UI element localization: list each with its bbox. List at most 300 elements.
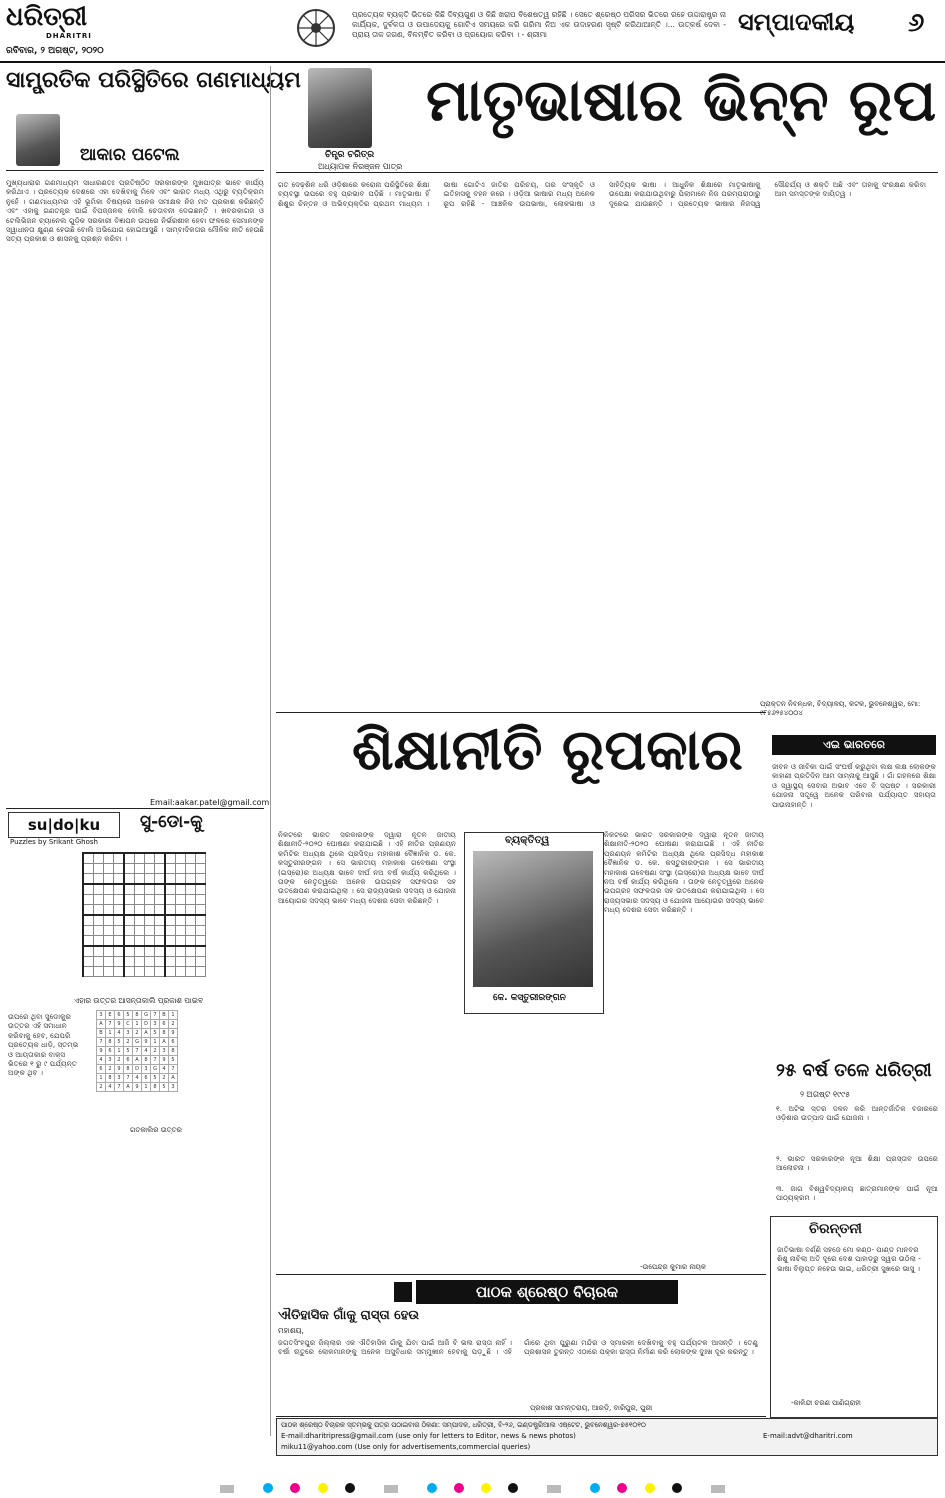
sudoku-answer-cell: 8 [142, 1056, 151, 1065]
sudoku-cell[interactable] [176, 895, 186, 905]
sudoku-cell[interactable] [83, 895, 94, 905]
sudoku-answer-cell: 5 [124, 1047, 133, 1056]
chirantani-author: -କାଳିନ୍ଦୀ ଚରଣ ପାଣିଗ୍ରାହୀ [791, 1399, 861, 1407]
sudoku-grid[interactable] [82, 852, 206, 977]
sudoku-answer-cell: 8 [133, 1011, 142, 1020]
sudoku-cell[interactable] [114, 905, 125, 916]
black-dot [508, 1483, 518, 1493]
sudoku-answer-cell: 8 [151, 1083, 160, 1092]
sudoku-cell[interactable] [145, 884, 155, 895]
author-photo [16, 114, 60, 166]
sudoku-answer-cell: 4 [133, 1074, 142, 1083]
cyan-dot [263, 1483, 273, 1493]
sudoku-answer-cell: 9 [142, 1038, 151, 1047]
reader-letter-body: ଜଗତସିଂହପୁର ଜିଲ୍ଲାର ଏକ ଐତିହାସିକ ଗାଁକୁ ଯିବା ପାଇଁ ଆଜି ବି ଭଲ ରାସ୍ତା ନାହିଁ । ବର୍ଷା ଋତୁରେ ଲୋକମାନଙ୍କୁ ଅନେକ ଅସୁବିଧାର ସମ୍ମୁଖୀନ ହେବାକୁ ପଡ଼ୁଛି । ଏହି ଗାଁରେ ଥିବା ପୁରୁଣା ମନ୍ଦିର ଓ ସ୍ମାରକୀ ଦେଖିବାକୁ ବହୁ ପର୍ଯ୍ୟଟକ ଆସନ୍ତି । ତେଣୁ ପ୍ରଶାସନ ତୁରନ୍ତ ଏଠାରେ ପକ୍କା ରାସ୍ତା ନିର୍ମାଣ କରି ଲୋକଙ୍କ ଦୁଃଖ ଦୂର କରନ୍ତୁ । [278, 1338, 758, 1357]
sudoku-answer-cell: 1 [133, 1020, 142, 1029]
divider [6, 170, 264, 171]
sudoku-cell[interactable] [176, 915, 186, 926]
column-left-author: ଆକାର ପଟେଲ [80, 145, 180, 165]
sudoku-answer-cell: 4 [142, 1047, 151, 1056]
divider [276, 712, 766, 713]
sudoku-answer-cell: 2 [133, 1029, 142, 1038]
sudoku-cell[interactable] [135, 957, 145, 967]
sudoku-answer-cell: 8 [124, 1065, 133, 1074]
second-article-body-1: ନିକଟରେ ଭାରତ ସରକାରଙ୍କ ଦ୍ୱାରା ନୂତନ ଜାତୀୟ ଶିକ୍ଷାନୀତି-୨୦୨୦ ଘୋଷଣା କରାଯାଇଛି । ଏହି ନୀତିର ପ୍ରଣୟନ କମିଟିର ଅଧ୍ୟକ୍ଷ ଥିଲେ ପ୍ରସିଦ୍ଧ ମହାକାଶ ବୈଜ୍ଞାନିକ ଡ. କେ. କସ୍ତୁରୀରଙ୍ଗନ । ସେ ଭାରତୀୟ ମହାକାଶ ଗବେଷଣା ସଂସ୍ଥା (ଇସ୍ରୋ)ର ଅଧ୍ୟକ୍ଷ ଭାବେ ଦୀର୍ଘ ନଅ ବର୍ଷ କାର୍ଯ୍ୟ କରିଥିଲେ । ତାଙ୍କ ନେତୃତ୍ୱରେ ଅନେକ ଉପଗ୍ରହ ସଫଳତାର ସହ ଉତକ୍ଷେପଣ କରାଯାଇଥିଲା । ସେ ରାଜ୍ୟସଭାର ସଦସ୍ୟ ଓ ଯୋଜନା ଆୟୋଗର ସଦସ୍ୟ ଭାବେ ମଧ୍ୟ ଦେଶର ସେବା କରିଛନ୍ତି । [278, 830, 456, 905]
sudoku-cell[interactable] [165, 895, 176, 905]
sudoku-cell[interactable] [186, 967, 196, 977]
main-author-photo [308, 68, 372, 148]
sudoku-cell[interactable] [104, 926, 114, 936]
main-article-signature: ପ୍ରାକ୍ତନ ନିବନ୍ଧକ, ବିଦ୍ୟାଳୟ, କଟକ, ଭୁବନେଶ୍ୱର, ମୋ: ୯୮୫୬୨୫୪୦୦୪ [760, 700, 921, 717]
sudoku-cell[interactable] [114, 936, 125, 947]
sudoku-cell[interactable] [176, 936, 186, 947]
years-ago-item: ୩. ଜାଗ ବିଶ୍ୱବିଦ୍ୟାଳୟ ଛାତ୍ରମାନଙ୍କ ପାଇଁ ନୂଆ ପାଠ୍ୟକ୍ରମ । [776, 1184, 938, 1203]
sudoku-cell[interactable] [83, 874, 94, 885]
sudoku-answer-cell: 9 [169, 1029, 178, 1038]
sudoku-cell[interactable] [196, 884, 206, 895]
sudoku-cell[interactable] [196, 874, 206, 885]
logo-sub: DHARITRI [46, 32, 92, 40]
sudoku-cell[interactable] [135, 874, 145, 885]
sudoku-answer-note: ଉପରେ ଥିବା ସୁଡୋକୁର ଉତ୍ତର ଏହି ସମାଧାନ କରିବାକୁ ହେବ, ଯେପରି ପ୍ରତ୍ୟେକ ଧାଡ଼ି, ସ୍ତମ୍ଭ ଓ ଆୟତାକାର ବାକ୍ସ ଭିତରେ ୧ ରୁ ୯ ପର୍ଯ୍ୟନ୍ତ ଅଙ୍କ ଥିବ । [8, 1012, 79, 1078]
sudoku-cell[interactable] [145, 864, 155, 874]
magenta-dot [454, 1483, 464, 1493]
sudoku-cell[interactable] [165, 853, 176, 864]
divider [276, 172, 938, 173]
sudoku-cell[interactable] [135, 967, 145, 977]
sudoku-cell[interactable] [135, 905, 145, 916]
sudoku-cell[interactable] [94, 957, 104, 967]
sudoku-cell[interactable] [196, 853, 206, 864]
sudoku-cell[interactable] [186, 884, 196, 895]
sudoku-answer-cell: 1 [142, 1083, 151, 1092]
sudoku-cell[interactable] [114, 926, 125, 936]
sudoku-answer-cell: 2 [169, 1020, 178, 1029]
sudoku-cell[interactable] [196, 926, 206, 936]
sudoku-answer-cell: 5 [160, 1083, 169, 1092]
sudoku-cell[interactable] [196, 946, 206, 957]
sudoku-cell[interactable] [145, 967, 155, 977]
sudoku-cell[interactable] [145, 946, 155, 957]
page-number: ୬ [908, 8, 925, 38]
sudoku-answer-caption: ଗତକାଲିର ଉତ୍ତର [130, 1126, 182, 1134]
sudoku-cell[interactable] [83, 957, 94, 967]
sudoku-answer-cell: 7 [133, 1047, 142, 1056]
sudoku-answer-cell: C [124, 1020, 133, 1029]
sudoku-cell[interactable] [83, 853, 94, 864]
sudoku-answer-cell: 3 [169, 1083, 178, 1092]
sudoku-answer-cell: G [142, 1011, 151, 1020]
sudoku-answer-cell: 8 [106, 1074, 115, 1083]
sudoku-cell[interactable] [155, 946, 166, 957]
sudoku-cell[interactable] [165, 936, 176, 947]
person-photo [473, 851, 593, 987]
cyan-dot [427, 1483, 437, 1493]
sudoku-cell[interactable] [124, 905, 135, 916]
sudoku-answer-cell: 9 [115, 1065, 124, 1074]
sudoku-cell[interactable] [124, 874, 135, 885]
divider [270, 66, 271, 1436]
footer-contact [276, 1418, 938, 1456]
sudoku-answer-cell: 3 [151, 1020, 160, 1029]
sudoku-cell[interactable] [124, 853, 135, 864]
years-ago-item: ୧. ଅଟିଭ ସ୍ତର ଦଳନ କରି ଆନ୍ତର୍ଜାତିକ ବଜାରରେ ଓଡ଼ିଶାର ଉତ୍ପାଦ ପାଇଁ ଯୋଜନା । [776, 1104, 938, 1123]
sudoku-answer-grid [96, 1010, 178, 1092]
sudoku-cell[interactable] [83, 905, 94, 916]
sudoku-answer-cell: A [97, 1020, 106, 1029]
footer-email-ads[interactable]: E-mail:advt@dharitri.com [763, 1432, 853, 1440]
sidebar-today-body: ଜୀବନ ଓ ଜୀବିକା ପାଇଁ ସଂଘର୍ଷ କରୁଥିବା ଲକ୍ଷ ଲକ୍ଷ ଲୋକଙ୍କ କାହାଣୀ ପ୍ରତିଦିନ ଆମ ସାମ୍ନାକୁ ଆସୁଛି । ଗାଁ ଗହଳରେ ଶିକ୍ଷା ଓ ସ୍ୱାସ୍ଥ୍ୟ ସେବାର ଅଭାବ ଏବେ ବି ସ୍ପଷ୍ଟ । ସରକାରୀ ଯୋଜନା ସତ୍ତ୍ୱେ ଅନେକ ପରିବାର ପର୍ଯ୍ୟାପ୍ତ ସହାୟତା ପାଉନାହାନ୍ତି । [772, 762, 936, 809]
yellow-dot [318, 1483, 328, 1493]
footer-email-other[interactable]: miku11@yahoo.com (Use only for advertisements,commercial queries) [281, 1443, 531, 1451]
sudoku-cell[interactable] [124, 864, 135, 874]
sudoku-cell[interactable] [176, 853, 186, 864]
sudoku-cell[interactable] [104, 957, 114, 967]
reader-letter-title: ଐତିହାସିକ ଗାଁକୁ ରାସ୍ତା ହେଉ [278, 1308, 420, 1323]
sudoku-cell[interactable] [176, 967, 186, 977]
sudoku-cell[interactable] [155, 895, 166, 905]
sudoku-cell[interactable] [94, 905, 104, 916]
sudoku-answer-cell: A [169, 1074, 178, 1083]
sudoku-cell[interactable] [114, 915, 125, 926]
divider [0, 61, 945, 63]
sudoku-cell[interactable] [155, 957, 166, 967]
sudoku-cell[interactable] [155, 853, 166, 864]
main-article-body: ଗତ ଦେଢ଼ଶିନ ଧରି ଓଡ଼ିଶାରେ କରୋନା ପରିସ୍ଥିତିରେ ଶିକ୍ଷା ବ୍ୟବସ୍ଥା ଉପରେ ବହୁ ପ୍ରଭାବ ପଡ଼ିଛି । ମାତୃଭାଷା ହିଁ ଶିଶୁର ଚିନ୍ତନ ଓ ଅଭିବ୍ୟକ୍ତିର ପ୍ରଥମ ମାଧ୍ୟମ । ଭାଷା ଗୋଟିଏ ଜାତିର ପରିଚୟ, ତାର ସଂସ୍କୃତି ଓ ଇତିହାସକୁ ବହନ କରେ । ଓଡ଼ିଆ ଭାଷାର ମଧ୍ୟ ଅନେକ ରୂପ ରହିଛି - ଆଞ୍ଚଳିକ ଉପଭାଷା, ଲୋକଭାଷା ଓ ସାହିତ୍ୟିକ ଭାଷା । ଆଧୁନିକ ଶିକ୍ଷାରେ ମାତୃଭାଷାକୁ ଉପେକ୍ଷା କରାଯାଉଥିବାରୁ ପିଲାମାନେ ନିଜ ପରମ୍ପରାଠାରୁ ଦୂରେଇ ଯାଉଛନ୍ତି । ପ୍ରତ୍ୟେକ ଭାଷାର ନିଜସ୍ୱ ସୌନ୍ଦର୍ଯ୍ୟ ଓ ଶକ୍ତି ଅଛି ଏବଂ ତାହାକୁ ସଂରକ୍ଷଣ କରିବା ଆମ ସମସ୍ତଙ୍କ ଦାୟିତ୍ୱ । [278, 180, 926, 208]
sudoku-answer-cell: 3 [160, 1047, 169, 1056]
chirantani-body: ଜାତିଭାଷା ବର୍ଣ୍ଣି ସହଜେ ମୋ କଣ୍ଠ- ପାଣ୍ଡ ମାନବର ଶିଶୁ ନାଚିଲା ଅତି ଦୂରେ ଦେଶ ପାହାଡ଼ରୁ ସ୍ୱର ଉଠିଲା - ଭାଷା ବିଲୁପ୍ତ ନହେଉ ଭାଇ, ଧରିତ୍ରୀ ସୁଖରେ ଭାସୁ । [777, 1245, 921, 1273]
sudoku-cell[interactable] [94, 936, 104, 947]
sudoku-cell[interactable] [186, 905, 196, 916]
cyan-dot [590, 1483, 600, 1493]
sudoku-answer-cell: 4 [115, 1029, 124, 1038]
sudoku-cell[interactable] [186, 864, 196, 874]
sudoku-cell[interactable] [94, 915, 104, 926]
chirantani-box [770, 1216, 938, 1418]
sudoku-answer-cell: 6 [115, 1011, 124, 1020]
sudoku-cell[interactable] [94, 946, 104, 957]
sudoku-answer-cell: 6 [124, 1056, 133, 1065]
sudoku-cell[interactable] [176, 874, 186, 885]
sudoku-cell[interactable] [165, 967, 176, 977]
sudoku-answer-cell: 2 [124, 1038, 133, 1047]
sudoku-cell[interactable] [196, 864, 206, 874]
column-left-body: ମୁଖ୍ୟଧାରାର ଗଣମାଧ୍ୟମ ସାଧାରଣତଃ ପ୍ରତିଷ୍ଠିତ ସରକାରଙ୍କ ମୁଖପାତ୍ର ଭାବେ କାର୍ଯ୍ୟ କରିଥାଏ । ପ୍ରତ୍ୟେକ ଦେଶରେ ଏହା ଦେଖିବାକୁ ମିଳେ ଏବଂ ଭାରତ ମଧ୍ୟ ଏଥିରୁ ବ୍ୟତିକ୍ରମ ନୁହେଁ । ଗଣମାଧ୍ୟମର ଏହି ଭୂମିକା ବିଷୟରେ ଅନେକ ସମୀକ୍ଷକ ନିଜ ମତ ପ୍ରକାଶ କରିଛନ୍ତି ଏବଂ ଏହାକୁ ଗଣତନ୍ତ୍ର ପାଇଁ ବିପଜ୍ଜନକ ବୋଲି ଚେତାବନୀ ଦେଇଛନ୍ତି । ଖବରକାଗଜ ଓ ଟେଲିଭିଜନ ଚ୍ୟାନେଲ ଗୁଡ଼ିକ ସରକାରୀ ବିଜ୍ଞାପନ ଉପରେ ନିର୍ଭରଶୀଳ ହେବା ଫଳରେ ସେମାନଙ୍କ ସ୍ୱାଧୀନତା କ୍ଷୁଣ୍ଣ ହେଉଛି ବୋଲି ଅଭିଯୋଗ ହୋଇଆସୁଛି । ସାମ୍ବାଦିକତାର ମୌଳିକ ନୀତି ହେଉଛି ସତ୍ୟ ପ୍ରକାଶ ଓ ଶାସନକୁ ପ୍ରଶ୍ନ କରିବା । [6, 178, 264, 244]
sudoku-cell[interactable] [186, 946, 196, 957]
sudoku-cell[interactable] [165, 946, 176, 957]
sudoku-cell[interactable] [196, 967, 206, 977]
reader-letter-sender: ପ୍ରକାଶ ସାମନ୍ତରାୟ, ଆରଡ଼ି, ବାରିପୁର, ପୁରୀ [530, 1404, 653, 1412]
sudoku-cell[interactable] [176, 946, 186, 957]
sudoku-answer-cell: 6 [97, 1065, 106, 1074]
years-ago-date: ୨ ଅଗଷ୍ଟ ୧୯୯୫ [800, 1090, 851, 1099]
sudoku-answer-cell: 4 [97, 1056, 106, 1065]
sudoku-answer-cell: 4 [106, 1083, 115, 1092]
sudoku-cell[interactable] [135, 936, 145, 947]
footer-contact-odia: ପାଠକ ଶ୍ରେଷ୍ଠ ବିଚାରକ ସ୍ତମ୍ଭକୁ ପତ୍ର ପଠାଇବାର ଠିକଣା: ସମ୍ପାଦକ, ଧରିତ୍ରୀ, ବି-୨୬, ଇଣ୍ଡଷ୍ଟ୍ରିଆଲ ଏଷ୍ଟେଟ, ଭୁବନେଶ୍ୱର-୭୫୧୦୧୦ [281, 1421, 646, 1429]
sudoku-answer-cell: 7 [115, 1083, 124, 1092]
sudoku-cell[interactable] [94, 967, 104, 977]
daily-quote: ପ୍ରତ୍ୟେକ ବ୍ୟକ୍ତି ଭିତରେ କିଛି ଦିବ୍ୟଗୁଣ ଓ କିଛି ଖରାପ ବିଶେଷତ୍ୱ ରହିଛି । ସେତେ ଶ୍ରେଷ୍ଠ ପରିସର ଭିତରେ ରହେ ଉଦ୍ଦାରାଷ୍ଟ୍ର ନା କାର୍ଯ୍ୟିକ, ଦୁର୍ବଳତା ଓ ଉପାଦେୟକୁ ଗୋଟିଏ ସମୟରେ କରି ଗରିମା ନିଅ ଏକ ଉଦାହରଣ ସୃଷ୍ଟି କରିଥାଆନ୍ତି ।... ଉତ୍କର୍ଷ ଦେବା - ପ୍ରାୟ ତାକ ଜଗଣ, ବିଳମ୍ବିତ କରିବା ଓ ପ୍ରୟୋଗ କରିବା । - ଶ୍ରୀମା [352, 10, 726, 39]
second-article-body-2: ନିକଟରେ ଭାରତ ସରକାରଙ୍କ ଦ୍ୱାରା ନୂତନ ଜାତୀୟ ଶିକ୍ଷାନୀତି-୨୦୨୦ ଘୋଷଣା କରାଯାଇଛି । ଏହି ନୀତିର ପ୍ରଣୟନ କମିଟିର ଅଧ୍ୟକ୍ଷ ଥିଲେ ପ୍ରସିଦ୍ଧ ମହାକାଶ ବୈଜ୍ଞାନିକ ଡ. କେ. କସ୍ତୁରୀରଙ୍ଗନ । ସେ ଭାରତୀୟ ମହାକାଶ ଗବେଷଣା ସଂସ୍ଥା (ଇସ୍ରୋ)ର ଅଧ୍ୟକ୍ଷ ଭାବେ ଦୀର୍ଘ ନଅ ବର୍ଷ କାର୍ଯ୍ୟ କରିଥିଲେ । ତାଙ୍କ ନେତୃତ୍ୱରେ ଅନେକ ଉପଗ୍ରହ ସଫଳତାର ସହ ଉତକ୍ଷେପଣ କରାଯାଇଥିଲା । ସେ ରାଜ୍ୟସଭାର ସଦସ୍ୟ ଓ ଯୋଜନା ଆୟୋଗର ସଦସ୍ୟ ଭାବେ ମଧ୍ୟ ଦେଶର ସେବା କରିଛନ୍ତି । [604, 830, 764, 915]
sudoku-cell[interactable] [104, 884, 114, 895]
reader-section-icon [394, 1282, 412, 1302]
sudoku-cell[interactable] [135, 864, 145, 874]
yellow-dot [481, 1483, 491, 1493]
sudoku-answer-cell: B [97, 1029, 106, 1038]
sudoku-cell[interactable] [114, 874, 125, 885]
sudoku-cell[interactable] [83, 884, 94, 895]
sudoku-cell[interactable] [165, 864, 176, 874]
sudoku-cell[interactable] [145, 957, 155, 967]
sudoku-cell[interactable] [165, 926, 176, 936]
reader-letter-salutation: ମହାଶୟ, [278, 1326, 304, 1335]
sudoku-cell[interactable] [83, 864, 94, 874]
sudoku-answer-cell: 6 [169, 1038, 178, 1047]
sudoku-cell[interactable] [165, 915, 176, 926]
sudoku-answer-cell: 2 [160, 1074, 169, 1083]
sudoku-answer-cell: 5 [124, 1011, 133, 1020]
divider [276, 1274, 766, 1275]
sudoku-cell[interactable] [135, 946, 145, 957]
sudoku-answer-cell: A [142, 1029, 151, 1038]
sudoku-cell[interactable] [145, 895, 155, 905]
chirantani-title: ଚିରନ୍ତନୀ [809, 1221, 862, 1237]
sudoku-answer-cell: E [106, 1011, 115, 1020]
sudoku-cell[interactable] [114, 884, 125, 895]
sudoku-cell[interactable] [186, 874, 196, 885]
sudoku-answer-cell: 8 [169, 1047, 178, 1056]
sudoku-answer-cell: 7 [151, 1056, 160, 1065]
sudoku-answer-cell: 9 [160, 1056, 169, 1065]
sudoku-cell[interactable] [165, 957, 176, 967]
sudoku-cell[interactable] [176, 905, 186, 916]
sudoku-cell[interactable] [124, 967, 135, 977]
sudoku-cell[interactable] [104, 915, 114, 926]
sudoku-odia-title: ସୁ-ଡୋ-କୁ [140, 812, 203, 832]
sudoku-cell[interactable] [176, 957, 186, 967]
sudoku-cell[interactable] [104, 936, 114, 947]
sudoku-cell[interactable] [176, 884, 186, 895]
sudoku-cell[interactable] [135, 926, 145, 936]
sudoku-cell[interactable] [124, 936, 135, 947]
sudoku-cell[interactable] [104, 864, 114, 874]
sudoku-cell[interactable] [104, 895, 114, 905]
sudoku-answer-cell: A [124, 1083, 133, 1092]
sudoku-answer-cell: 6 [160, 1020, 169, 1029]
sudoku-subtitle: Puzzles by Srikant Ghosh [10, 838, 98, 846]
sudoku-cell[interactable] [94, 926, 104, 936]
sudoku-answer-cell: 7 [124, 1074, 133, 1083]
sudoku-answer-cell: 8 [106, 1038, 115, 1047]
sudoku-answer-cell: A [133, 1056, 142, 1065]
sudoku-answer-cell: 5 [151, 1029, 160, 1038]
sudoku-cell[interactable] [104, 946, 114, 957]
sudoku-cell[interactable] [124, 946, 135, 957]
sudoku-cell[interactable] [186, 853, 196, 864]
sudoku-cell[interactable] [104, 853, 114, 864]
sudoku-answer-cell: 2 [106, 1065, 115, 1074]
sudoku-cell[interactable] [135, 915, 145, 926]
sudoku-cell[interactable] [124, 895, 135, 905]
sudoku-cell[interactable] [165, 884, 176, 895]
sudoku-answer-cell: 4 [160, 1065, 169, 1074]
sudoku-cell[interactable] [83, 926, 94, 936]
wheel-icon [296, 8, 336, 48]
sudoku-cell[interactable] [94, 864, 104, 874]
sudoku-cell[interactable] [155, 905, 166, 916]
registration-marks [0, 1478, 945, 1492]
sudoku-answer-cell: 6 [106, 1047, 115, 1056]
sudoku-cell[interactable] [135, 853, 145, 864]
sudoku-cell[interactable] [135, 895, 145, 905]
sudoku-cell[interactable] [124, 957, 135, 967]
issue-date: ରବିବାର, ୨ ଅଗଷ୍ଟ, ୨୦୨୦ [6, 46, 104, 56]
sudoku-cell[interactable] [145, 874, 155, 885]
person-label: ବ୍ୟକ୍ତିତ୍ୱ [505, 835, 550, 846]
sudoku-answer-cell: 1 [115, 1047, 124, 1056]
sudoku-answer-cell: 5 [115, 1038, 124, 1047]
author-email: Email:aakar.patel@gmail.com [150, 798, 270, 807]
sudoku-answer-cell: 5 [151, 1074, 160, 1083]
masthead [0, 0, 945, 62]
sudoku-cell[interactable] [83, 946, 94, 957]
sudoku-cell[interactable] [145, 936, 155, 947]
sudoku-logo: su|do|ku [8, 812, 120, 838]
sudoku-answer-cell: D [133, 1065, 142, 1074]
sudoku-answer-cell: A [160, 1038, 169, 1047]
sudoku-cell[interactable] [145, 905, 155, 916]
sudoku-cell[interactable] [186, 936, 196, 947]
sudoku-cell[interactable] [155, 915, 166, 926]
sudoku-cell[interactable] [155, 967, 166, 977]
person-box [464, 832, 604, 1014]
sudoku-answer-cell: 9 [133, 1083, 142, 1092]
sudoku-answer-cell: 3 [106, 1056, 115, 1065]
logo: ଧରିତ୍ରୀ [6, 2, 88, 32]
sudoku-answer-cell: 2 [151, 1047, 160, 1056]
sudoku-answer-cell: 7 [97, 1038, 106, 1047]
sudoku-cell[interactable] [94, 895, 104, 905]
sudoku-answer-cell: B [160, 1011, 169, 1020]
sudoku-answer-cell: 3 [115, 1074, 124, 1083]
sudoku-answer-cell: 3 [97, 1011, 106, 1020]
sudoku-cell[interactable] [104, 905, 114, 916]
reader-section-title: ପାଠକ ଶ୍ରେଷ୍ଠ ବିଚାରକ [416, 1280, 678, 1304]
years-ago-item: ୨. ଭାରତ ସରକାରଙ୍କ ନୂଆ ଶିକ୍ଷା ପ୍ରସ୍ତାବ ଉପରେ ଆଲୋଚନା । [776, 1154, 938, 1173]
main-article-label: ଚିନ୍ତ୍ର ଚରିତ୍ର [325, 150, 375, 160]
sudoku-cell[interactable] [196, 957, 206, 967]
sudoku-answer-cell: D [142, 1020, 151, 1029]
main-article-title: ମାତୃଭାଷାର ଭିନ୍ନ ରୂପ [426, 66, 937, 134]
sudoku-cell[interactable] [104, 967, 114, 977]
sudoku-cell[interactable] [114, 946, 125, 957]
sudoku-cell[interactable] [196, 915, 206, 926]
footer-email-letters[interactable]: E-mail:dharitripress@gmail.com (use only for letters to Editor, news & news photos) [281, 1432, 576, 1440]
sudoku-cell[interactable] [165, 874, 176, 885]
divider [276, 1416, 766, 1417]
sudoku-cell[interactable] [124, 884, 135, 895]
sudoku-cell[interactable] [196, 895, 206, 905]
sudoku-cell[interactable] [114, 957, 125, 967]
sudoku-cell[interactable] [94, 884, 104, 895]
sudoku-cell[interactable] [94, 874, 104, 885]
sudoku-answer-cell: 1 [151, 1038, 160, 1047]
sudoku-cell[interactable] [186, 895, 196, 905]
sidebar-today-header: ଏଇ ଭାରତରେ [772, 735, 936, 755]
sudoku-cell[interactable] [145, 853, 155, 864]
sudoku-cell[interactable] [83, 936, 94, 947]
main-article-author: ଅଧ୍ୟାପକ ନିରଞ୍ଜନ ପାତ୍ର [318, 162, 403, 171]
sudoku-cell[interactable] [145, 926, 155, 936]
sudoku-cell[interactable] [135, 884, 145, 895]
magenta-dot [290, 1483, 300, 1493]
sudoku-cell[interactable] [104, 874, 114, 885]
sudoku-answer-cell: 3 [142, 1065, 151, 1074]
sudoku-cell[interactable] [155, 884, 166, 895]
sudoku-cell[interactable] [145, 915, 155, 926]
sudoku-cell[interactable] [186, 915, 196, 926]
sudoku-answer-cell: 9 [97, 1047, 106, 1056]
black-dot [672, 1483, 682, 1493]
sudoku-answer-cell: 3 [124, 1029, 133, 1038]
sudoku-cell[interactable] [155, 864, 166, 874]
sudoku-answer-cell: 9 [115, 1020, 124, 1029]
sudoku-cell[interactable] [165, 905, 176, 916]
sudoku-answer-cell: 7 [151, 1011, 160, 1020]
sudoku-answer-cell: 8 [160, 1029, 169, 1038]
sudoku-cell[interactable] [176, 926, 186, 936]
sudoku-cell[interactable] [155, 874, 166, 885]
divider [6, 808, 264, 809]
sudoku-answer-cell: 2 [97, 1083, 106, 1092]
sudoku-answer-cell: 6 [142, 1074, 151, 1083]
sudoku-cell[interactable] [155, 926, 166, 936]
sudoku-answer-cell: 1 [169, 1011, 178, 1020]
sudoku-cell[interactable] [114, 967, 125, 977]
sudoku-answer-cell: G [133, 1038, 142, 1047]
sudoku-cell[interactable] [196, 905, 206, 916]
sudoku-answer-cell: 2 [115, 1056, 124, 1065]
sudoku-cell[interactable] [114, 895, 125, 905]
sudoku-cell[interactable] [186, 957, 196, 967]
sudoku-cell[interactable] [124, 926, 135, 936]
sudoku-cell[interactable] [124, 915, 135, 926]
sudoku-cell[interactable] [83, 915, 94, 926]
sudoku-cell[interactable] [186, 926, 196, 936]
sudoku-cell[interactable] [176, 864, 186, 874]
sudoku-cell[interactable] [196, 936, 206, 947]
second-article-title: ଶିକ୍ଷାନୀତି ରୂପକାର [352, 718, 743, 783]
sudoku-cell[interactable] [114, 853, 125, 864]
sudoku-cell[interactable] [114, 864, 125, 874]
section-title: ସମ୍ପାଦକୀୟ [738, 8, 855, 36]
years-ago-title: ୨୫ ବର୍ଷ ତଳେ ଧରିତ୍ରୀ [776, 1060, 932, 1081]
sudoku-cell[interactable] [94, 853, 104, 864]
column-left-title: ସାମ୍ପ୍ରତିକ ପରିସ୍ଥିତିରେ ଗଣମାଧ୍ୟମ [6, 68, 301, 93]
sudoku-caption: ଏହାର ଉତ୍ତର ଆସନ୍ତାକାଲି ପ୍ରକାଶ ପାଇବ [74, 996, 204, 1005]
black-dot [345, 1483, 355, 1493]
sudoku-answer-cell: 5 [169, 1056, 178, 1065]
sudoku-answer-cell: G [151, 1065, 160, 1074]
person-caption: କେ. କସ୍ତୁରୀରଙ୍ଗନ [493, 993, 566, 1003]
sudoku-answer-cell: 1 [97, 1074, 106, 1083]
magenta-dot [617, 1483, 627, 1493]
sudoku-cell[interactable] [83, 967, 94, 977]
yellow-dot [645, 1483, 655, 1493]
second-article-credit: -ଉପେନ୍ଦ୍ର କୁମାର ନାୟକ [640, 1263, 707, 1271]
sudoku-cell[interactable] [155, 936, 166, 947]
